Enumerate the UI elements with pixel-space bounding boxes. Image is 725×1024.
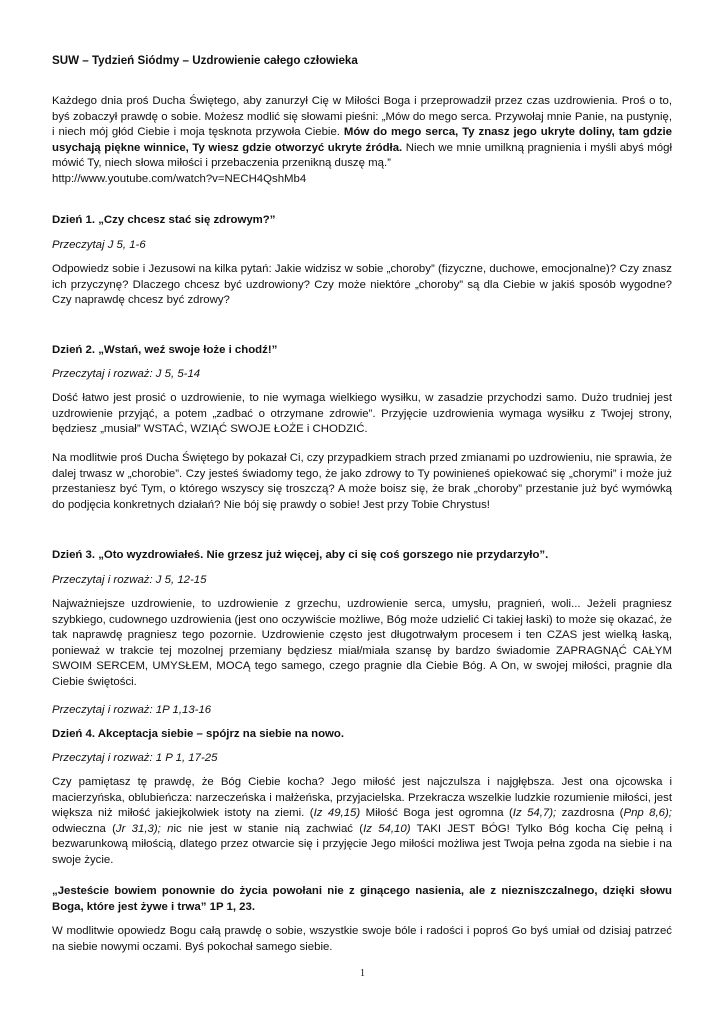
bible-ref: Iz 54,10) — [363, 822, 411, 835]
day4-text — [52, 775, 672, 869]
day3-text: Najważniejsze uzdrowienie, to uzdrowienie z grzechu, uzdrowienie serca, umysłu, pragnień, woli... Jeżeli pragniesz szybkiego, cudownego uzdrowienia (jest ono oczywiście możliwe, Bóg może udzielić Ci takiej łaski) to może się okazać, że tak naprawdę pragniesz tego pozornie. Uzdrowienie często jest długotrwałym procesem i ten CZAS jest wielką łaską, ponieważ w trakcie tej mozolnej przemiany będziesz miał/miała szansę by bardzo świadomie ZAPRAGNĄĆ CAŁYM SWOIM SERCEM, UMYSŁEM, MOCĄ tego samego, czego pragnie dla Ciebie Bóg. A On, w swojej miłości, pragnie dla Ciebie świętości. — [52, 598, 672, 688]
bible-ref: Iz 49,15) — [313, 807, 361, 820]
day4-text-part: odwieczna ( — [52, 822, 116, 835]
intro-paragraph — [52, 94, 672, 188]
scripture-quote: „Jesteście bowiem ponownie do życia powołani nie z ginącego nasienia, ale z niezniszczalnego, dzięki słowu Boga, które jest żywe i trwa” 1P 1, 23. — [52, 885, 672, 913]
day4-heading: Dzień 4. Akceptacja siebie – spójrz na siebie na nowo. — [52, 728, 345, 740]
intro-text-a: Każdego dnia proś Ducha Świętego, aby zanurzył Cię w Miłości Boga i przeprowadził przez czas uzdrowienia. Proś o to, byś zobaczył prawdę o sobie. Możesz modlić się słowami pieśni: „Mów do mego serca. Przywołaj mnie Panie, na pustynię, i niech mój głód Ciebie i moja tęsknota przywoła Ciebie. — [52, 95, 672, 139]
bible-ref: Pnp 8,6); — [623, 807, 672, 820]
day1-heading: Dzień 1. „Czy chcesz stać się zdrowym?” — [52, 214, 276, 226]
day4-closing: W modlitwie opowiedz Bogu całą prawdę o sobie, wszystkie swoje bóle i radości i poproś Go byś umiał od dzisiaj patrzeć na siebie nowymi oczami. Byś pokochał samego siebie. — [52, 925, 672, 953]
day4-text-part: Czy pamiętasz tę prawdę, że Bóg Ciebie kocha? Jego miłość jest najczulsza i najgłębsza. Jest ona ojcowska i macierzyńska, oblubieńcza: narzeczeńska i małżeńska, przyjacielska. Przekracza wszelkie ludzkie rozumienie miłości, jest większa niż miłość jakiejkolwiek istoty na ziemi. ( — [52, 776, 672, 820]
bible-ref: Iz 54,7); — [512, 807, 557, 820]
day2-heading: Dzień 2. „Wstań, weź swoje łoże i chodź!” — [52, 344, 278, 356]
page-number: 1 — [360, 968, 365, 979]
intro-text-b: Niech we mnie umilkną pragnienia i myśli abyś mógł mówić Ty, niech słowa miłości i przebaczenia przenikną duszę mą.” — [52, 141, 673, 170]
youtube-link[interactable]: http://www.youtube.com/watch?v=NECH4QshMb4 — [52, 172, 307, 185]
day4-text-part: zazdrosna ( — [556, 807, 624, 820]
page-title: SUW – Tydzień Siódmy – Uzdrowienie całego człowieka — [52, 54, 358, 67]
day3-reference: Przeczytaj i rozważ: J 5, 12-15 — [52, 574, 207, 586]
day1-reference: Przeczytaj J 5, 1-6 — [52, 239, 146, 251]
day4-text-part: Miłość Boga jest ogromna ( — [360, 807, 513, 820]
day4-text-part: ic nie jest w stanie nią zachwiać ( — [173, 822, 364, 835]
day4-reference: Przeczytaj i rozważ: 1 P 1, 17-25 — [52, 752, 218, 764]
day2-reference: Przeczytaj i rozważ: J 5, 5-14 — [52, 368, 201, 380]
day3-heading: Dzień 3. „Oto wyzdrowiałeś. Nie grzesz już więcej, aby ci się coś gorszego nie przydarzyło”. — [52, 549, 549, 561]
day4-text-part: TAKI JEST BÓG! Tylko Bóg kocha Cię pełną i bezwarunkową miłością, dlatego przez otwarcie się i przyjęcie Jego miłości możliwa jest Twoja pełna zgoda na siebie i na swoje życie. — [52, 822, 673, 866]
intro-bold: Mów do mego serca, Ty znasz jego ukryte doliny, tam gdzie usychają piękne winnice, Ty wiesz gdzie otworzyć ukryte źródła. — [52, 126, 672, 154]
bible-ref: Jr 31,3); n — [115, 822, 174, 835]
day2-text-1: Dość łatwo jest prosić o uzdrowienie, to nie wymaga wielkiego wysiłku, w zasadzie przychodzi samo. Dużo trudniej jest uzdrowienie przyjąć, a potem „zadbać o otrzymane zdrowie”. Przyjęcie uzdrowienia wymaga wysiłku z Twojej strony, będziesz „musiał” WSTAĆ, WZIĄĆ SWOJE ŁOŻE i CHODZIĆ. — [52, 392, 672, 436]
day2-text-2: Na modlitwie proś Ducha Świętego by pokazał Ci, czy przypadkiem strach przed zmianami po uzdrowieniu, nie sprawia, że dalej trwasz w „chorobie”. Czy jesteś świadomy tego, że jako zdrowy to Ty powinieneś opiekować się „chorymi” i może już przestaniesz być Tym, o którego wszyscy się troszczą? A może boisz się, że brak „choroby” przestanie już być wymówką do podjęcia konkretnych działań? Nie bój się prawdy o sobie! Jest przy Tobie Chrystus! — [52, 452, 672, 511]
day3-reference-2: Przeczytaj i rozważ: 1P 1,13-16 — [52, 704, 212, 716]
day1-text: Odpowiedz sobie i Jezusowi na kilka pytań: Jakie widzisz w sobie „choroby” (fizyczne, duchowe, emocjonalne)? Czy znasz ich przyczynę? Dlaczego chcesz być uzdrowiony? Czy może niektóre „choroby” są dla Ciebie w jakiś sposób wygodne? Czy naprawdę chcesz być zdrowy? — [52, 263, 672, 307]
